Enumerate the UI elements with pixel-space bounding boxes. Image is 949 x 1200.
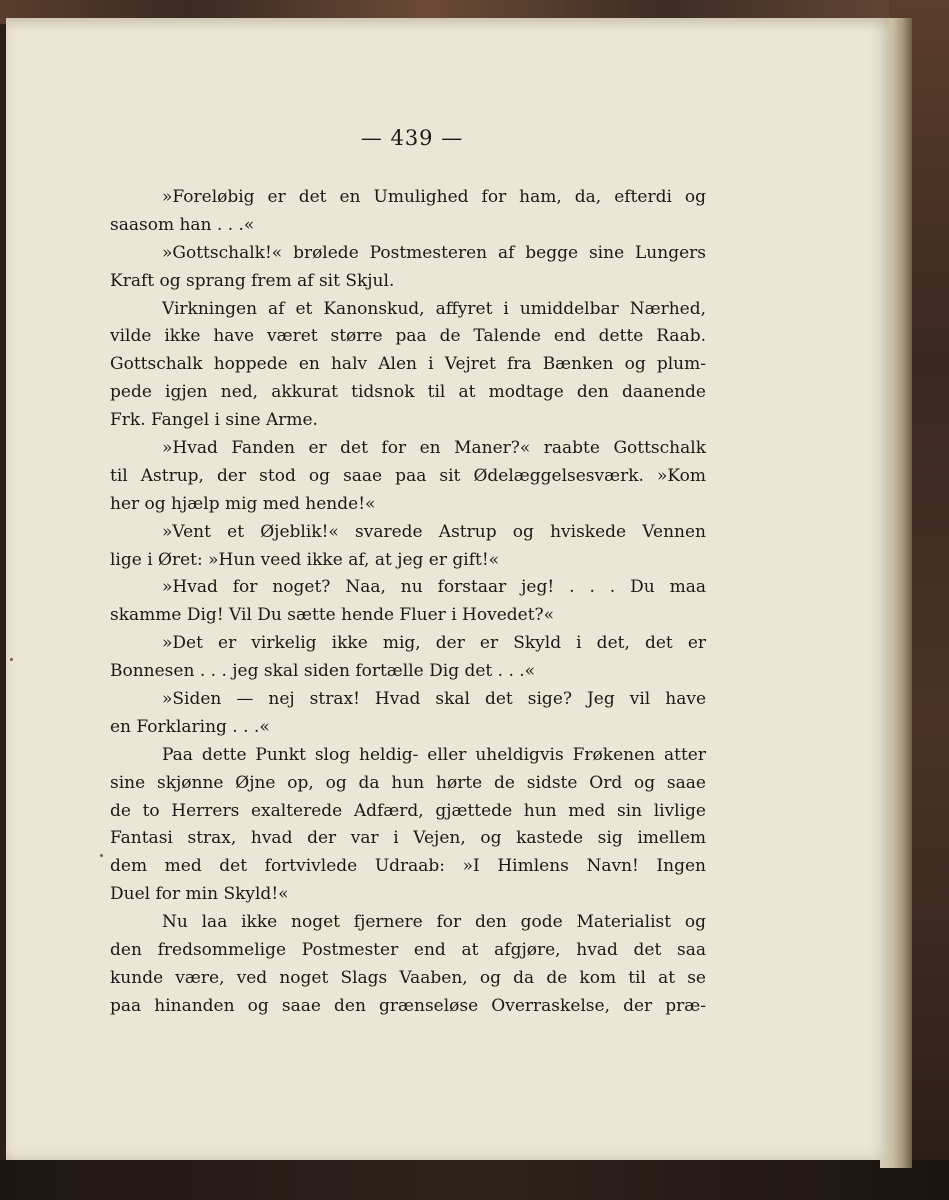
text-line: »Vent et Øjeblik!« svarede Astrup og hviskede Vennen bbox=[162, 521, 706, 542]
book-cover-bottom-edge bbox=[0, 1160, 949, 1200]
text-line: dem med det fortvivlede Udraab: »I Himlens Navn! Ingen bbox=[110, 856, 706, 877]
text-line: paa hinanden og saae den grænseløse Overraskelse, der præ- bbox=[110, 995, 706, 1016]
text-line: pede igjen ned, akkurat tidsnok til at modtage den daanende bbox=[110, 382, 706, 403]
text-line: en Forklaring . . .« bbox=[110, 716, 270, 737]
text-line: »Gottschalk!« brølede Postmesteren af begge sine Lungers bbox=[162, 242, 706, 263]
text-line: »Det er virkelig ikke mig, der er Skyld i det, det er bbox=[162, 633, 706, 654]
text-line: saasom han . . .« bbox=[110, 214, 255, 235]
body-text bbox=[110, 184, 706, 1021]
paper-speck bbox=[10, 658, 13, 661]
text-line: Gottschalk hoppede en halv Alen i Vejret fra Bænken og plum- bbox=[110, 354, 706, 375]
text-line: »Foreløbig er det en Umulighed for ham, da, efterdi og bbox=[162, 187, 706, 207]
text-line: Nu laa ikke noget fjernere for den gode Materialist og bbox=[162, 912, 706, 933]
text-line: til Astrup, der stod og saae paa sit Ødelæggelsesværk. »Kom bbox=[110, 465, 706, 486]
text-line: Fantasi strax, hvad der var i Vejen, og kastede sig imellem bbox=[110, 828, 706, 849]
text-line: Duel for min Skyld!« bbox=[110, 884, 289, 905]
text-line: vilde ikke have været større paa de Talende end dette Raab. bbox=[110, 326, 706, 347]
text-line: Kraft og sprang frem af sit Skjul. bbox=[110, 270, 395, 291]
text-line: lige i Øret: »Hun veed ikke af, at jeg er gift!« bbox=[110, 549, 500, 570]
text-line: »Hvad Fanden er det for en Maner?« raabte Gottschalk bbox=[162, 438, 706, 459]
text-line: Frk. Fangel i sine Arme. bbox=[110, 410, 318, 431]
page-number: — 439 — bbox=[360, 126, 464, 150]
text-line: de to Herrers exalterede Adfærd, gjættede hun med sin livlige bbox=[110, 800, 706, 821]
paper-speck bbox=[100, 854, 103, 857]
book-page bbox=[6, 18, 890, 1160]
text-line: kunde være, ved noget Slags Vaaben, og da de kom til at se bbox=[110, 967, 706, 988]
text-line: den fredsommelige Postmester end at afgjøre, hvad det saa bbox=[110, 940, 706, 961]
text-line: skamme Dig! Vil Du sætte hende Fluer i Hovedet?« bbox=[110, 605, 555, 626]
text-line: Virkningen af et Kanonskud, affyret i umiddelbar Nærhed, bbox=[162, 298, 706, 319]
text-line: Bonnesen . . . jeg skal siden fortælle Dig det . . .« bbox=[110, 661, 536, 682]
text-line: Paa dette Punkt slog heldig- eller uheldigvis Frøkenen atter bbox=[162, 744, 706, 765]
text-line: »Hvad for noget? Naa, nu forstaar jeg! . . . Du maa bbox=[162, 577, 706, 598]
text-line: her og hjælp mig med hende!« bbox=[110, 493, 376, 514]
text-line: »Siden — nej strax! Hvad skal det sige? Jeg vil have bbox=[162, 689, 706, 710]
text-line: sine skjønne Øjne op, og da hun hørte de sidste Ord og saae bbox=[110, 772, 706, 793]
